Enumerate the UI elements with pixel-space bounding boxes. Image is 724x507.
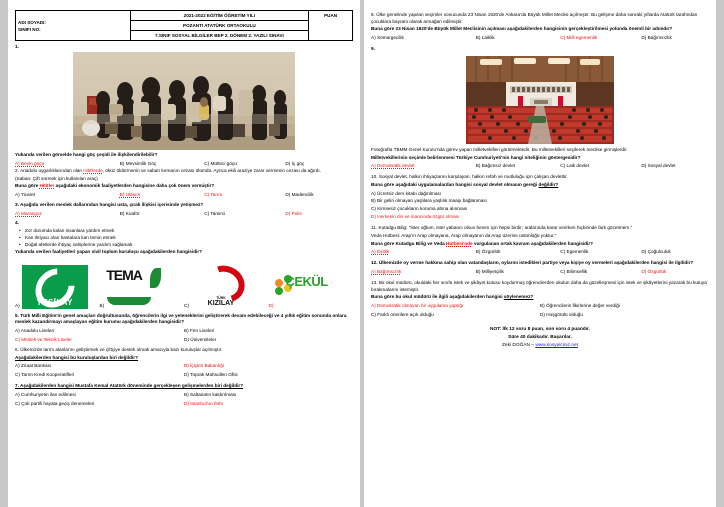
question-11-quote-kutadgu: 11. Kutadgu Bilig: "İster oğlum, ister yabancı olsun benim için hepsi birdir; aralarında karar verirken hiçbirinde fark gözetmem." xyxy=(371,225,633,231)
question-13-option-c[interactable]: C) Farklı önerilere açık olduğu xyxy=(371,311,434,317)
question-4-option-a[interactable] xyxy=(15,265,100,309)
question-4-label-a: A) xyxy=(15,302,20,308)
question-7-option-b[interactable]: B) Saltanatın kaldırılması xyxy=(184,392,237,398)
question-2-prompt: Buna göre Hititler aşağıdaki ekonomik faaliyetlerden hangisine daha çok önem vermiştir? xyxy=(15,183,215,189)
tbmm-photo-graphic xyxy=(466,56,614,144)
question-11-quote-veda: Veda Hutbesi: Arap'ın Arap olmayana, Arap olmayanın da Arap üzerine üstünlüğü yoktur." xyxy=(371,232,557,238)
question-12-options xyxy=(371,268,709,275)
question-12-option-d[interactable]: D) Özgürlük xyxy=(641,268,667,274)
scoring-note-label: NOT: xyxy=(490,327,502,333)
score-label: PUAN xyxy=(309,11,353,41)
question-10-option-c[interactable]: C) Kimsesiz çocukların koruma altına alınması xyxy=(371,206,468,212)
question-3-option-a[interactable]: A) Marangoz xyxy=(15,210,42,216)
question-10-option-b[interactable]: B) Bir geliri olmayan yaşlılara yaşlılık maaşı bağlanması xyxy=(371,198,487,204)
question-4-number: 4. xyxy=(15,220,20,226)
question-4-label-c: C) xyxy=(184,302,189,308)
question-12-prompt: 12. Ülkemizde oy verme hakkına sahip olan vatandaşların, oylarını istedikleri partiye veya kişiye oy vermeleri aşağıdakilerden hangisi ile ilgilidir? xyxy=(371,260,694,266)
question-10-stem: 10. Sosyal devlet, halkın ihtiyaçlarını karşılayan, halkın refah ve mutluluğu için çalışan devlettir. xyxy=(371,174,568,180)
question-3-options xyxy=(15,210,353,217)
question-1-option-d[interactable]: D) İç göç xyxy=(285,161,305,166)
question-9-option-a[interactable]: A) Demokratik devlet xyxy=(371,163,415,169)
yesilay-logo-text: YEŞİLAY xyxy=(36,297,73,307)
question-13-option-d[interactable]: D) Hoşgörülü olduğu xyxy=(540,311,583,317)
hititler-highlight: Hititler xyxy=(39,183,55,189)
question-9-number: 9. xyxy=(371,47,376,53)
question-3-option-c[interactable]: C) Tamirci xyxy=(204,210,226,216)
question-1-prompt: Yukarıda verilen görselde hangi göç çeşidi ile ilişkilendirilebilir? xyxy=(15,152,158,158)
question-12-option-b[interactable]: B) Milliyetçilik xyxy=(475,268,504,274)
question-7-option-a[interactable]: A) Cumhuriyetin ilan edilmesi xyxy=(15,392,76,398)
question-8-option-a[interactable]: A) Sömürgecilik xyxy=(371,35,404,41)
question-4-label-b: B) xyxy=(99,302,105,308)
question-9-option-c[interactable]: C) Laik devlet xyxy=(560,163,589,169)
kizilay-logo xyxy=(191,265,251,309)
tema-leaf-icon xyxy=(150,268,161,288)
question-10-prompt: Buna göre aşağıdaki uygulamalardan hangisi sosyal devlet olmanın gereği değildir? xyxy=(371,182,559,188)
author-line xyxy=(371,342,709,350)
question-11-option-c[interactable]: C) Egemenlik xyxy=(560,249,589,255)
question-6-option-d[interactable]: D) Toprak Mahsulleri Ofisi xyxy=(184,371,238,377)
exam-title-line: 7.SINIF SOSYAL BİLGİLER BEP 2. DÖNEM 2. YAZILI SINAVI xyxy=(130,31,309,41)
question-7-prompt: 7. Aşağıdakilerden hangisi Mustafa Kemal Atatürk döneminde gerçekleşen gelişmelerden biri değildir? xyxy=(15,383,244,389)
question-8-prompt: Buna göre 23 Nisan 1920'de Büyük Millet Meclisinin açılması aşağıdakilerden hangisinin gerçekleştirilmesi yolunda önemli bir adımdır? xyxy=(371,26,673,32)
question-10-options xyxy=(371,190,709,220)
question-6-options-row2 xyxy=(15,371,353,379)
exam-page-left xyxy=(8,0,360,507)
question-1-option-a[interactable]: A) Beyin göçü xyxy=(15,161,45,166)
student-info-cell xyxy=(16,11,131,41)
question-2-note: (Saban: Çift sürmek için kullanılan araç) xyxy=(15,175,98,181)
question-6-prompt: Aşağıdakilerden hangisi bu kuruluşlardan biri değildir? xyxy=(15,354,138,360)
question-7-options-row2 xyxy=(15,400,353,408)
yesilay-logo xyxy=(22,265,88,309)
question-5-option-a[interactable]: A) Anadolu Liseleri xyxy=(15,327,55,333)
question-4-bullet-2: • Kan ihtiyacı olan hastalara kan temin etmek xyxy=(15,234,353,241)
question-12-option-c[interactable]: C) Bilimsellik xyxy=(560,268,588,274)
tema-logo xyxy=(106,265,162,309)
question-5-options-row2 xyxy=(15,336,353,344)
question-9-option-b[interactable]: B) Bağımsız devlet xyxy=(475,163,516,169)
exam-page-right xyxy=(364,0,716,507)
hitit-highlight: Hitit'lerde xyxy=(83,168,103,174)
question-5-option-d[interactable]: D) Üniversiteler xyxy=(184,336,217,342)
question-9-stem: Fotoğrafta TBMM Genel Kurulu'nda görev yapan milletvekilleri görülmektedir. Bu milletvekilleri seçilerek meclise girmişlerdir. xyxy=(371,147,628,153)
question-11-prompt: Buna göre Kutadgu Bilig ve Veda Hutbesi'nde vurgulanan ortak kavram aşağıdakilerden hangisidir? xyxy=(371,240,594,246)
question-6-option-c[interactable]: C) Tarım Kredi Kooperatifleri xyxy=(15,371,75,377)
question-5-options xyxy=(15,327,353,335)
tema-logo-text: TEMA xyxy=(106,266,142,283)
question-13-option-b[interactable]: B) Öğrencilerin fikirlerine değer verdiği xyxy=(540,303,620,309)
question-2-option-a[interactable]: A) Ticaret xyxy=(15,192,36,198)
question-4-option-b[interactable] xyxy=(100,265,185,309)
student-name-label: ADI SOYADI: xyxy=(18,19,46,25)
question-11-option-d[interactable]: D) Çoğulculuk xyxy=(641,249,671,255)
question-13-options-row2 xyxy=(371,311,709,319)
question-9-options xyxy=(371,162,709,169)
tbmm-photo xyxy=(466,56,614,144)
question-6-option-b[interactable]: B) İçişleri Bakanlığı xyxy=(184,363,225,369)
question-2-option-d[interactable]: D) Madencilik xyxy=(285,192,314,198)
question-4-logo-options xyxy=(15,259,353,309)
kizilay-logo-top-text: TÜRK xyxy=(216,295,226,300)
question-4-option-c[interactable] xyxy=(184,265,269,309)
cekul-logo xyxy=(275,269,349,309)
question-10-option-a[interactable]: A) Ücretsiz ders kitabı dağıtılması xyxy=(371,190,442,196)
question-5-option-c[interactable]: C) Meslek ve Teknik Liseler xyxy=(15,336,72,342)
question-7-option-d[interactable]: D) İstanbul'un fethi xyxy=(184,400,223,406)
exam-header-table xyxy=(15,10,353,41)
migration-photo xyxy=(73,52,295,150)
question-4-bullets xyxy=(15,227,353,248)
question-6-stem: 6. Ülkemizde tarım alanlarını geliştirmek ve çiftçiye destek olmak amacıyla bazı kuruluşlar açılmıştır. xyxy=(15,347,223,353)
question-5-prompt: 5. Türk Milli Eğitim'in genel amaçları doğrultusunda, öğrencilerin ilgi ve yeteneklerini geliştirerek devam edebileceği ve 4 yıllık eğitim sonunda onlara meslek kazandırmayı amaçlayan eğitim kurumu aşağıdakilerden hangisidir? xyxy=(15,312,347,325)
tema-base-shape xyxy=(107,297,151,305)
question-3-option-d[interactable]: D) Polis xyxy=(285,210,302,216)
school-year-line: 2021-2022 EĞİTİM ÖĞRETİM YILI xyxy=(130,11,309,21)
author-website-link[interactable]: www.sosyalciniz.net xyxy=(535,342,578,348)
student-class-label: SINIFI NO: xyxy=(18,26,41,32)
question-1-options xyxy=(15,160,353,167)
question-1-option-c[interactable]: C) Mülteci göçü xyxy=(204,161,237,166)
question-6-option-a[interactable]: A) Ziraat Bankası xyxy=(15,363,52,369)
question-7-options xyxy=(15,391,353,399)
cekul-logo-text: ÇEKÜL xyxy=(285,273,328,289)
hutbesinde-highlight: Hutbesi'nde xyxy=(446,240,473,246)
question-8-option-d[interactable]: D) Bağımsızlık xyxy=(641,35,672,41)
question-8-options xyxy=(371,34,709,41)
question-11-option-a[interactable]: A) Eşitlik xyxy=(371,249,390,255)
question-2-stem: 2. Anadolu uygarlıklarından olan Hitit'lerde, öküz öldürmenin ve saban kırmanın cezası ölümdü. Ayrıca ekili araziye zarar vermenin cezası da ağırdı. xyxy=(15,168,321,174)
question-3-option-b[interactable]: B) Kuaför xyxy=(119,210,140,216)
question-3-prompt: 3. Aşağıda verilen meslek dallarından hangisi usta, çırak ilişkisi içerisinde yetişmez? xyxy=(15,202,204,208)
question-7-option-c[interactable]: C) Çok partili hayata geçiş denemeleri xyxy=(15,400,95,406)
exam-footer xyxy=(371,326,709,349)
question-2-option-b[interactable]: B) Ulaşım xyxy=(119,192,141,198)
question-1-option-b[interactable]: B) Mevsimlik Göç xyxy=(119,161,157,166)
duration-note: Süre 40 dakikadır. Başarılar. xyxy=(508,334,572,340)
question-12-option-a[interactable]: A) Bağımsızlık xyxy=(371,268,402,274)
question-4-option-d[interactable] xyxy=(269,269,354,309)
scoring-note: NOT: İlk 12 soru 8 puan, son soru 4 puandır. xyxy=(490,327,590,333)
question-4-label-d: D) xyxy=(268,302,274,308)
question-4-bullet-3: • Doğal afetlerde ihtiyaç sahiplerine yardım sağlamak xyxy=(15,241,353,248)
question-2-option-c[interactable]: C) Tarım xyxy=(204,192,223,198)
question-13-prompt: Buna göre bu okul müdürü ile ilgili aşağıdakilerden hangisi söylenemez? xyxy=(371,294,534,300)
question-4-prompt: Yukarıda verilen faaliyetleri yapan sivil toplum kuruluşu aşağıdakilerden hangisidir? xyxy=(15,248,203,254)
question-2-options xyxy=(15,191,353,198)
question-10-option-d[interactable]: D) Herkesin din ve inancında özgür olması xyxy=(371,213,460,219)
kizilay-logo-text: KIZILAY xyxy=(207,299,235,307)
question-13-options xyxy=(371,302,709,310)
question-9-option-d[interactable]: D) Sosyal devlet xyxy=(641,163,676,169)
question-6-options xyxy=(15,362,353,370)
question-13-stem: 13. Bir okul müdürü, okuldaki her sınıfa istek ve şikâyet kutusu koydurmuş öğrencilerden okulun daha da güzelleşmesi için istek ve şikâyetlerini yazarak bu kutuya bırakmalarını istemiştir. xyxy=(371,280,707,292)
question-9-prompt: Milletvekillerinin seçimle belirlenmesi Türkiye Cumhuriyeti'nin hangi niteliğinin göstergesidir? xyxy=(371,154,581,160)
question-1-number: 1. xyxy=(15,45,20,51)
author-name: Zeki DOĞAN – xyxy=(502,342,536,348)
question-4-bullet-1: • Zor durumda kalan insanlara yardım etmek xyxy=(15,227,353,234)
question-11-option-b[interactable]: B) Özgürlük xyxy=(475,249,501,255)
question-8-stem: 8. Ülke genelinde yapılan seçimler sonucunda 23 Nisan 1920'de Ankara'da Büyük Millet Meclisi açılmıştır. Bu gelişme daha sonraki yıllarda Atatürk tarafından çocuklara bayram olarak armağan edilmiştir. xyxy=(371,12,698,24)
question-11-options xyxy=(371,248,709,255)
migration-photo-graphic xyxy=(73,52,295,150)
question-5-option-b[interactable]: B) Fen Liseleri xyxy=(184,327,215,333)
question-13-option-a[interactable]: A) Demokratik olmayan bir uygulama yaptığı xyxy=(371,303,464,309)
question-8-option-b[interactable]: B) Laiklik xyxy=(475,35,495,41)
school-name-line: POZANTI ATATÜRK ORTAOKULU xyxy=(130,21,309,31)
question-8-option-c[interactable]: C) Milli egemenlik xyxy=(560,35,598,41)
yesilay-crescent-icon xyxy=(27,260,82,315)
